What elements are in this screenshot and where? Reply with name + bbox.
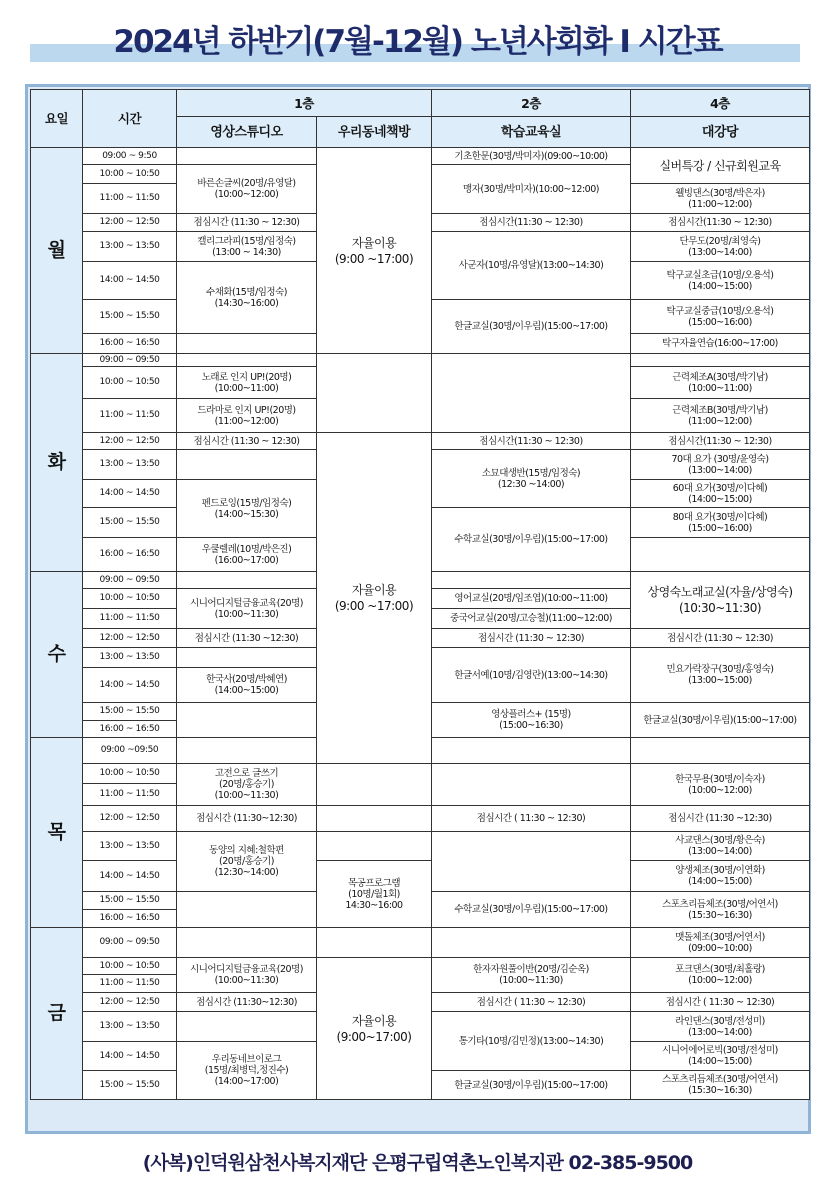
lunch-cell: 점심시간 (11:30 ~ 12:30)	[631, 629, 810, 648]
empty-cell	[177, 928, 317, 958]
program-cell: 한자자원풀이반(20명/김순옥) (10:00~11:30)	[432, 958, 631, 993]
page-title: 2024년 하반기(7월-12월) 노년사회화 Ⅰ 시간표	[113, 24, 722, 60]
program-cell: 근력체조B(30명/박기남) (11:00~12:00)	[631, 399, 810, 433]
empty-cell	[177, 572, 317, 589]
time-slot: 16:00 ~ 16:50	[83, 334, 177, 354]
header-room-hall: 대강당	[631, 117, 810, 148]
empty-cell	[631, 738, 810, 764]
lunch-cell: 점심시간 (11:30 ~ 12:30)	[177, 214, 317, 232]
program-cell: 기초한문(30명/박미자)(09:00~10:00)	[432, 148, 631, 165]
time-slot: 10:00 ~ 10:50	[83, 165, 177, 184]
time-slot: 11:00 ~ 11:50	[83, 975, 177, 993]
program-cell: 탁구자율연습(16:00~17:00)	[631, 334, 810, 354]
time-slot: 12:00 ~ 12:50	[83, 806, 177, 832]
header-room-study: 학습교육실	[432, 117, 631, 148]
program-cell: 한글교실(30명/이우림)(15:00~17:00)	[432, 1071, 631, 1100]
lunch-cell: 점심시간 ( 11:30 ~ 12:30)	[432, 806, 631, 832]
time-slot: 14:00 ~ 14:50	[83, 861, 177, 892]
program-cell: 실버특강 / 신규회원교육	[631, 148, 810, 184]
empty-cell	[177, 334, 317, 354]
day-label: 월	[31, 148, 83, 354]
program-cell: 자율이용 (9:00 ~17:00)	[317, 148, 432, 354]
program-cell: 80대 요가(30명/이다혜) (15:00~16:00)	[631, 508, 810, 538]
program-cell: 라인댄스(30명/전성미) (13:00~14:00)	[631, 1012, 810, 1042]
time-slot: 15:00 ~ 15:50	[83, 1071, 177, 1100]
time-slot: 12:00 ~ 12:50	[83, 629, 177, 648]
lunch-cell: 점심시간(11:30 ~ 12:30)	[631, 433, 810, 450]
program-cell: 시니어디지털금융교육(20명) (10:00~11:30)	[177, 958, 317, 993]
lunch-cell: 점심시간 (11:30~12:30)	[177, 993, 317, 1012]
program-cell: 영상플러스+ (15명) (15:00~16:30)	[432, 703, 631, 738]
day-label: 목	[31, 738, 83, 928]
time-slot: 15:00 ~ 15:50	[83, 703, 177, 721]
program-cell: 60대 요가(30명/이다혜) (14:00~15:00)	[631, 480, 810, 508]
empty-cell	[317, 928, 432, 958]
time-slot: 11:00 ~ 11:50	[83, 184, 177, 214]
lunch-cell: 점심시간 ( 11:30 ~ 12:30)	[432, 993, 631, 1012]
program-cell: 바른손글씨(20명/유영달) (10:00~12:00)	[177, 165, 317, 214]
time-slot: 09:00 ~09:50	[83, 738, 177, 764]
program-cell: 캘리그라피(15명/임정숙) (13:00 ~ 14:30)	[177, 232, 317, 262]
program-cell: 한국사(20명/박혜연) (14:00~15:00)	[177, 668, 317, 703]
lunch-cell: 점심시간 (11:30 ~ 12:30)	[177, 433, 317, 450]
time-slot: 09:00 ~ 09:50	[83, 572, 177, 589]
lunch-cell: 점심시간 ( 11:30 ~ 12:30)	[631, 993, 810, 1012]
time-slot: 09:00 ~ 9:50	[83, 148, 177, 165]
time-slot: 15:00 ~ 15:50	[83, 892, 177, 910]
time-slot: 13:00 ~ 13:50	[83, 232, 177, 262]
program-cell: 근력체조A(30명/박기남) (10:00~11:00)	[631, 367, 810, 399]
program-cell: 자율이용 (9:00~17:00)	[317, 958, 432, 1100]
program-cell: 한국무용(30명/이숙자) (10:00~12:00)	[631, 764, 810, 806]
program-cell: 수학교실(30명/이우림)(15:00~17:00)	[432, 892, 631, 928]
empty-cell	[317, 806, 432, 832]
lunch-cell: 점심시간(11:30 ~ 12:30)	[432, 214, 631, 232]
time-slot: 15:00 ~ 15:50	[83, 300, 177, 334]
lunch-cell: 점심시간 (11:30 ~12:30)	[631, 806, 810, 832]
time-slot: 09:00 ~ 09:50	[83, 928, 177, 958]
program-cell: 맹자(30명/박미자)(10:00~12:00)	[432, 165, 631, 214]
schedule-frame	[25, 84, 811, 1134]
empty-cell	[317, 354, 432, 433]
header-floor1: 1층	[177, 90, 432, 117]
program-cell: 단무도(20명/최영숙) (13:00~14:00)	[631, 232, 810, 262]
empty-cell	[432, 928, 631, 958]
time-slot: 14:00 ~ 14:50	[83, 262, 177, 300]
schedule-table	[30, 89, 810, 1100]
empty-cell	[177, 1012, 317, 1042]
time-slot: 10:00 ~ 10:50	[83, 367, 177, 399]
day-label: 화	[31, 354, 83, 572]
program-cell: 탁구교실초급(10명/오용석) (14:00~15:00)	[631, 262, 810, 300]
lunch-cell: 점심시간(11:30 ~ 12:30)	[631, 214, 810, 232]
time-slot: 13:00 ~ 13:50	[83, 832, 177, 861]
time-slot: 14:00 ~ 14:50	[83, 1042, 177, 1071]
empty-cell	[177, 354, 317, 367]
time-slot: 13:00 ~ 13:50	[83, 648, 177, 668]
empty-cell	[631, 354, 810, 367]
program-cell: 시니어디지털금융교육(20명) (10:00~11:30)	[177, 589, 317, 629]
time-slot: 16:00 ~ 16:50	[83, 721, 177, 738]
empty-cell	[317, 832, 432, 861]
time-slot: 10:00 ~ 10:50	[83, 958, 177, 975]
program-cell: 스포츠리듬체조(30명/어연서) (15:30~16:30)	[631, 892, 810, 928]
empty-cell	[177, 450, 317, 480]
empty-cell	[317, 764, 432, 806]
empty-cell	[177, 892, 317, 928]
program-cell: 70대 요가 (30명/윤영숙) (13:00~14:00)	[631, 450, 810, 480]
header-day: 요일	[31, 90, 83, 148]
time-slot: 12:00 ~ 12:50	[83, 214, 177, 232]
time-slot: 10:00 ~ 10:50	[83, 589, 177, 609]
program-cell: 우쿨렐레(10명/박은진) (16:00~17:00)	[177, 538, 317, 572]
program-cell: 맷돌체조(30명/어연서) (09:00~10:00)	[631, 928, 810, 958]
time-slot: 10:00 ~ 10:50	[83, 764, 177, 784]
program-cell: 통기타(10명/김민정)(13:00~14:30)	[432, 1012, 631, 1071]
program-cell: 한글교실(30명/이우림)(15:00~17:00)	[631, 703, 810, 738]
program-cell: 영어교실(20명/임조엽)(10:00~11:00)	[432, 589, 631, 609]
lunch-cell: 점심시간 (11:30 ~12:30)	[177, 629, 317, 648]
program-cell: 포크댄스(30명/최홀랑) (10:00~12:00)	[631, 958, 810, 993]
lunch-cell: 점심시간 (11:30 ~ 12:30)	[432, 629, 631, 648]
time-slot: 12:00 ~ 12:50	[83, 433, 177, 450]
time-slot: 16:00 ~ 16:50	[83, 538, 177, 572]
program-cell: 드라마로 인지 UP!(20명) (11:00~12:00)	[177, 399, 317, 433]
program-cell: 한글교실(30명/이우림)(15:00~17:00)	[432, 300, 631, 354]
program-cell: 스포츠리듬체조(30명/어연서) (15:30~16:30)	[631, 1071, 810, 1100]
program-cell: 자율이용 (9:00 ~17:00)	[317, 433, 432, 764]
program-cell: 중국어교실(20명/고승철)(11:00~12:00)	[432, 609, 631, 629]
empty-cell	[177, 703, 317, 738]
time-slot: 15:00 ~ 15:50	[83, 508, 177, 538]
time-slot: 11:00 ~ 11:50	[83, 609, 177, 629]
program-cell: 동양의 지혜:철학편 (20명/홍승기) (12:30~14:00)	[177, 832, 317, 892]
time-slot: 11:00 ~ 11:50	[83, 784, 177, 806]
time-slot: 16:00 ~ 16:50	[83, 910, 177, 928]
program-cell: 수학교실(30명/이우림)(15:00~17:00)	[432, 508, 631, 572]
program-cell: 소묘대생반(15명/임정숙) (12:30 ~14:00)	[432, 450, 631, 508]
empty-cell	[432, 738, 631, 764]
program-cell: 상영숙노래교실(자율/상영숙) (10:30~11:30)	[631, 572, 810, 629]
program-cell: 펜드로잉(15명/임정숙) (14:00~15:30)	[177, 480, 317, 538]
title-area	[0, 14, 835, 74]
time-slot: 09:00 ~ 09:50	[83, 354, 177, 367]
empty-cell	[177, 148, 317, 165]
program-cell: 민요가락장구(30명/홍영숙) (13:00~15:00)	[631, 648, 810, 703]
footer-organization: (사복)인덕원삼천사복지재단 은평구립역촌노인복지관 02-385-9500	[142, 1152, 693, 1174]
program-cell: 사교댄스(30명/황은숙) (13:00~14:00)	[631, 832, 810, 861]
program-cell: 사군자(10명/유영달)(13:00~14:30)	[432, 232, 631, 300]
header-room-library: 우리동네책방	[317, 117, 432, 148]
time-slot: 12:00 ~ 12:50	[83, 993, 177, 1012]
header-room-video: 영상스튜디오	[177, 117, 317, 148]
day-label: 금	[31, 928, 83, 1100]
program-cell: 우리동네브이로그 (15명/최병덕,정진수) (14:00~17:00)	[177, 1042, 317, 1100]
program-cell: 양생체조(30명/이연화) (14:00~15:00)	[631, 861, 810, 892]
program-cell: 시니어에어로빅(30명/전성미) (14:00~15:00)	[631, 1042, 810, 1071]
time-slot: 13:00 ~ 13:50	[83, 1012, 177, 1042]
time-slot: 13:00 ~ 13:50	[83, 450, 177, 480]
empty-cell	[432, 832, 631, 892]
lunch-cell: 점심시간 (11:30~12:30)	[177, 806, 317, 832]
program-cell: 노래로 인지 UP!(20명) (10:00~11:00)	[177, 367, 317, 399]
empty-cell	[432, 572, 631, 589]
empty-cell	[432, 354, 631, 433]
empty-cell	[177, 648, 317, 668]
empty-cell	[432, 764, 631, 806]
program-cell: 한글서예(10명/김영란)(13:00~14:30)	[432, 648, 631, 703]
header-floor2: 2층	[432, 90, 631, 117]
program-cell: 탁구교실중급(10명/오용석) (15:00~16:00)	[631, 300, 810, 334]
time-slot: 14:00 ~ 14:50	[83, 668, 177, 703]
lunch-cell: 점심시간(11:30 ~ 12:30)	[432, 433, 631, 450]
time-slot: 14:00 ~ 14:50	[83, 480, 177, 508]
header-floor4: 4층	[631, 90, 810, 117]
empty-cell	[631, 538, 810, 572]
program-cell: 웰빙댄스(30명/박은자) (11:00~12:00)	[631, 184, 810, 214]
empty-cell	[177, 738, 317, 764]
header-time: 시간	[83, 90, 177, 148]
time-slot: 11:00 ~ 11:50	[83, 399, 177, 433]
program-cell: 고전으로 글쓰기 (20명/홍승기) (10:00~11:30)	[177, 764, 317, 806]
day-label: 수	[31, 572, 83, 738]
program-cell: 수채화(15명/임정숙) (14:30~16:00)	[177, 262, 317, 334]
program-cell: 목공프로그램 (10명/월1회) 14:30~16:00	[317, 861, 432, 928]
